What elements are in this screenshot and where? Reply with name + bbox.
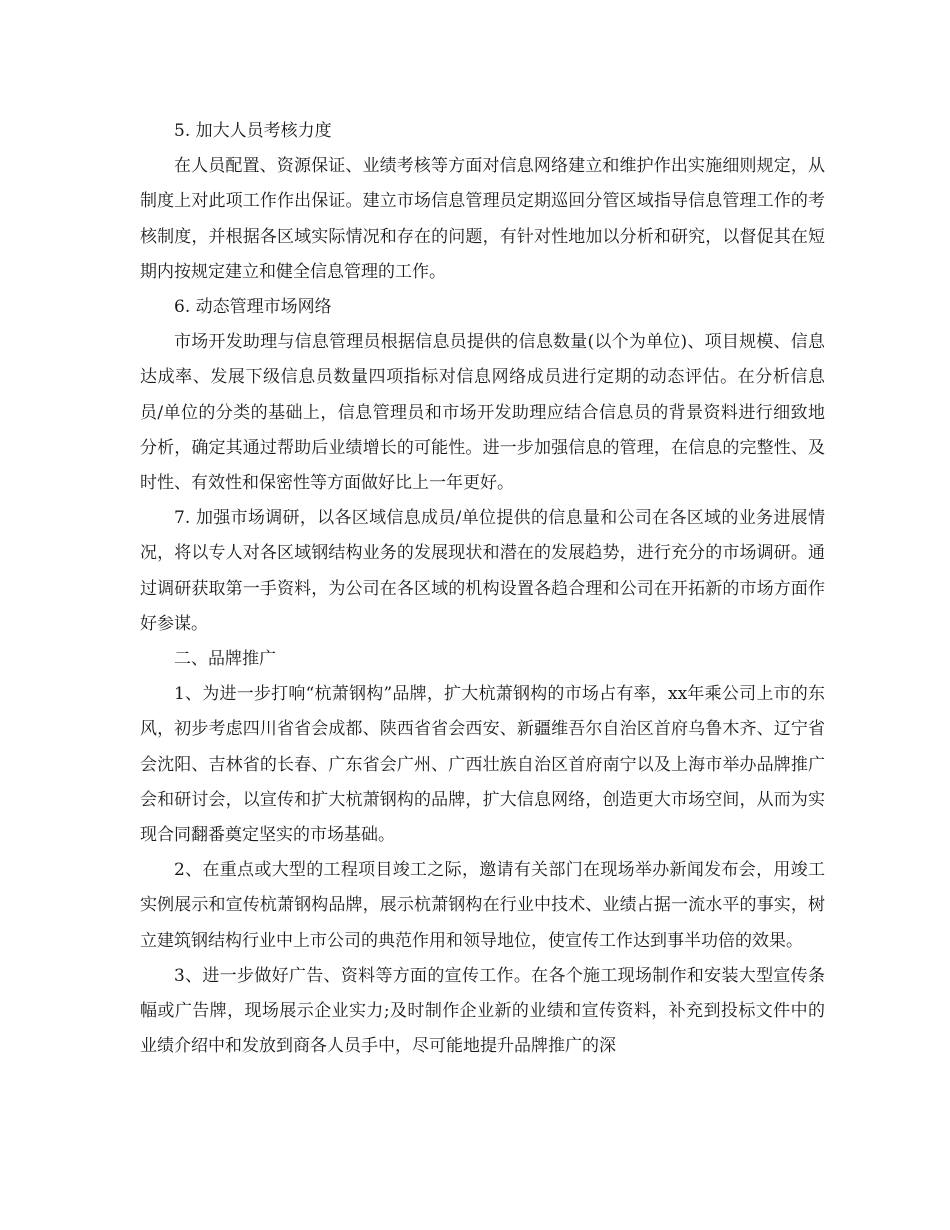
paragraph-dynamic-network: 市场开发助理与信息管理员根据信息员提供的信息数量(以个为单位)、项目规模、信息达成率、发展下级信息员数量四项指标对信息网络成员进行定期的动态评估。在分析信息员/单位的分类的基础上，信息管理员和市场开发助理应结合信息员的背景资料进行细致地分析，确定其通过帮助后业绩增长的可能性。进一步加强信息的管理，在信息的完整性、及时性、有效性和保密性等方面做好比上一年更好。 [140, 332, 825, 494]
paragraph-brand-1: 1、为进一步打响“杭萧钢构”品牌，扩大杭萧钢构的市场占有率，xx年乘公司上市的东风，初步考虑四川省省会成都、陕西省省会西安、新疆维吾尔自治区首府乌鲁木齐、辽宁省会沈阳、吉林省的长春、广东省会广州、广西壮族自治区首府南宁以及上海市举办品牌推广会和研讨会，以宣传和扩大杭萧钢构的品牌，扩大信息网络，创造更大市场空间，从而为实现合同翻番奠定坚实的市场基础。 [140, 684, 825, 846]
paragraph-staff-assessment: 在人员配置、资源保证、业绩考核等方面对信息网络建立和维护作出实施细则规定，从制度上对此项工作作出保证。建立市场信息管理员定期巡回分管区域指导信息管理工作的考核制度，并根据各区域实际情况和存在的问题，有针对性地加以分析和研究，以督促其在短期内按规定建立和健全信息管理的工作。 [140, 156, 825, 282]
document-body [140, 114, 825, 1064]
section-heading-5: 5. 加大人员考核力度 [174, 121, 332, 141]
paragraph-market-research: 7. 加强市场调研，以各区域信息成员/单位提供的信息量和公司在各区域的业务进展情况，将以专人对各区域钢结构业务的发展现状和潜在的发展趋势，进行充分的市场调研。通过调研获取第一手资料，为公司在各区域的机构设置各趋合理和公司在开拓新的市场方面作好参谋。 [140, 508, 825, 634]
section-heading-6: 6. 动态管理市场网络 [174, 297, 332, 318]
section-heading-brand: 二、品牌推广 [174, 649, 276, 670]
paragraph-brand-3: 3、进一步做好广告、资料等方面的宣传工作。在各个施工现场制作和安装大型宣传条幅或广告牌，现场展示企业实力;及时制作企业新的业绩和宣传资料，补充到投标文件中的业绩介绍中和发放到商各人员手中，尽可能地提升品牌推广的深 [140, 965, 825, 1057]
paragraph-brand-2: 2、在重点或大型的工程项目竣工之际，邀请有关部门在现场举办新闻发布会，用竣工实例展示和宣传杭萧钢构品牌，展示杭萧钢构在行业中技术、业绩占据一流水平的事实，树立建筑钢结构行业中上市公司的典范作用和领导地位，使宣传工作达到事半功倍的效果。 [140, 860, 825, 951]
